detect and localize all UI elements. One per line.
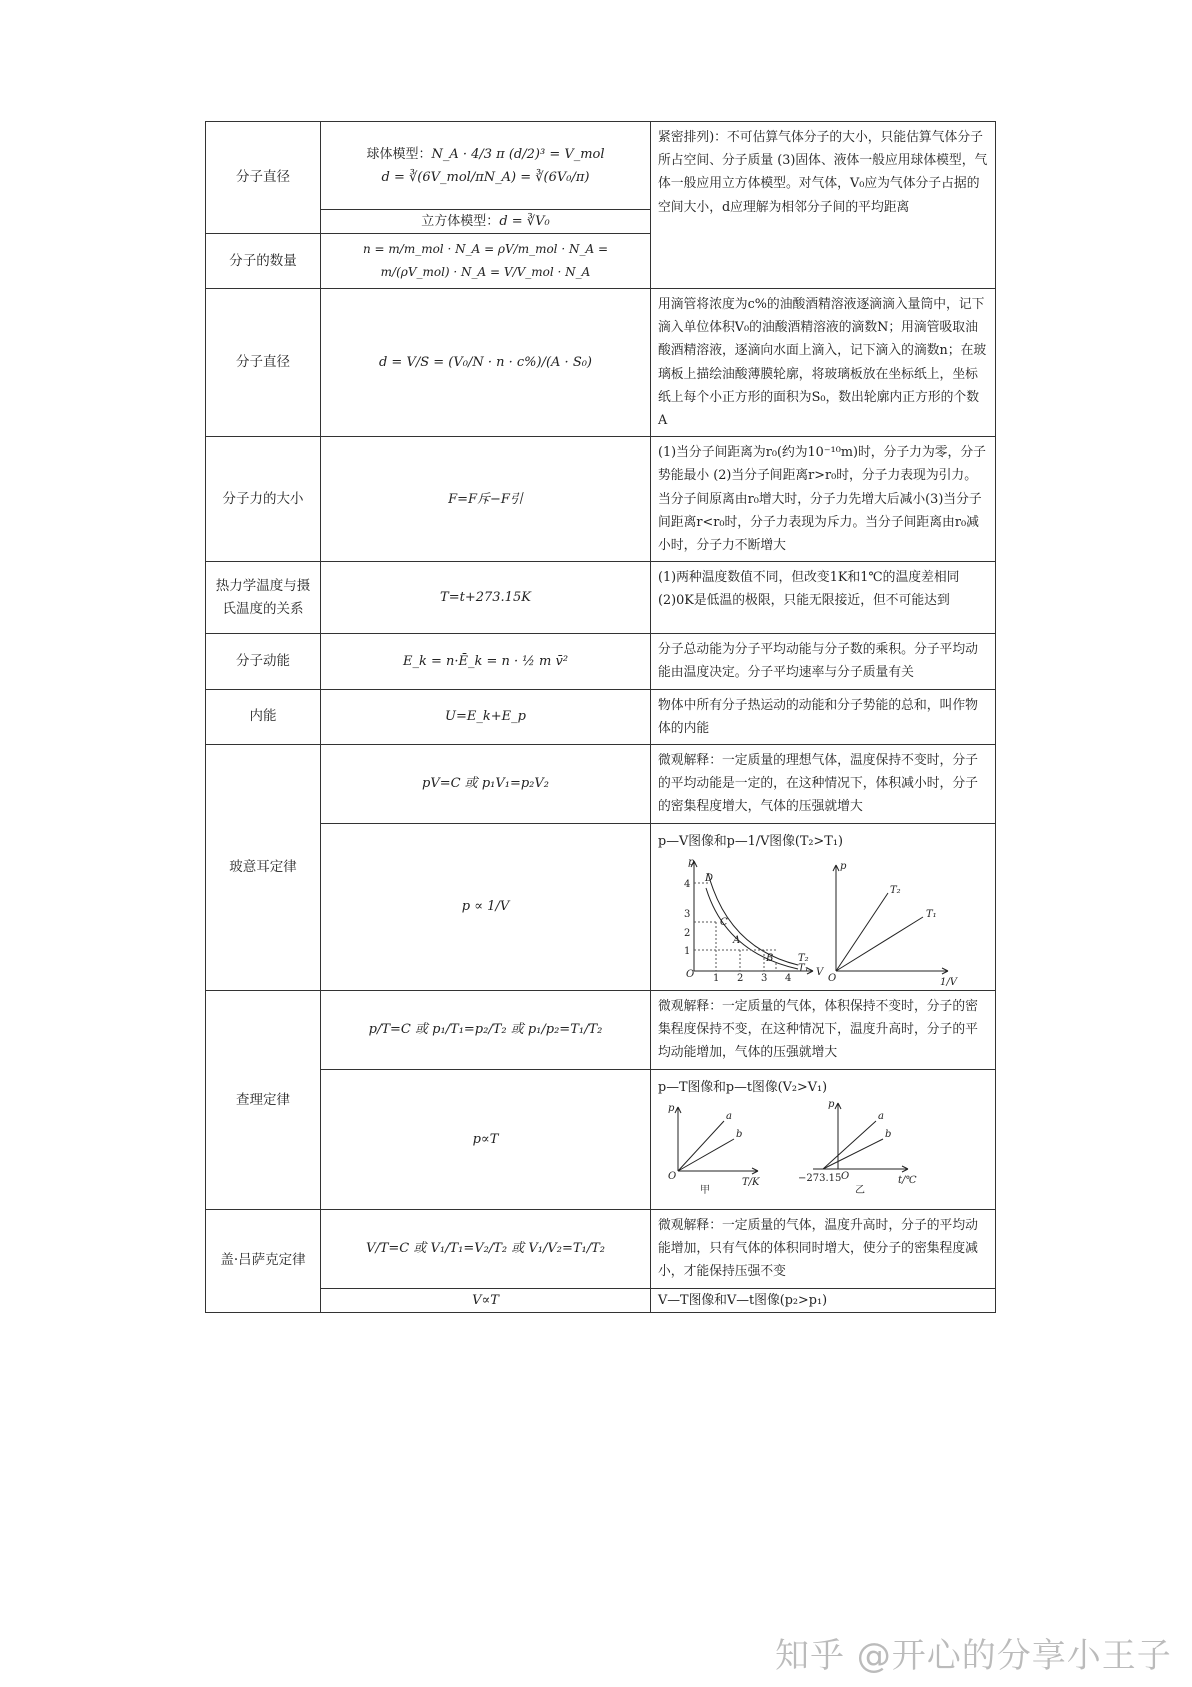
charles-graph (658, 1099, 973, 1197)
axis-label-p: p (688, 856, 695, 868)
axis-label-v: V (816, 966, 824, 978)
row-name: 查理定律 (206, 991, 321, 1210)
row-note: 分子总动能为分子平均动能与分子数的乘积。分子平均动能由温度决定。分子平均速率与分子质量有关 (651, 634, 996, 689)
tick-label: 3 (761, 972, 768, 984)
graph-cell (651, 823, 996, 990)
curve-label: T₂ (798, 952, 809, 964)
origin-label: O (668, 1170, 677, 1182)
line-t2 (836, 893, 888, 971)
graph-sub-caption: 乙 (855, 1184, 865, 1196)
axis-label-t: T/K (742, 1176, 760, 1188)
row-note: (1)两种温度数值不同，但改变1K和1℃的温度差相同 (2)0K是低温的极限，只能无限接近，但不可能达到 (651, 562, 996, 634)
graph-cell (651, 1069, 996, 1209)
row-note: 物体中所有分子热运动的动能和分子势能的总和，叫作物体的内能 (651, 689, 996, 744)
formula-label: 立方体模型： (421, 214, 500, 229)
tick-label: 4 (684, 878, 691, 890)
row-name: 内能 (206, 689, 321, 744)
curve-t1 (706, 888, 798, 969)
formula-text: E_k = n·Ē_k = n · ½ m v̄² (321, 634, 651, 689)
axis-label-p: p (840, 860, 847, 872)
row-note: 微观解释：一定质量的理想气体，温度保持不变时，分子的平均动能是一定的，在这种情况下，体积减小时，分子的密集程度增大，气体的压强就增大 (651, 745, 996, 824)
tick-label: 1 (713, 972, 720, 984)
axis-label-1v: 1/V (940, 976, 957, 988)
formula-text: V/T=C 或 V₁/T₁=V₂/T₂ 或 V₁/V₂=T₁/T₂ (321, 1210, 651, 1289)
line-a (823, 1121, 876, 1169)
row-name: 分子直径 (206, 122, 321, 234)
formula-label: 球体模型： (366, 146, 432, 162)
row-note: (1)当分子间距离为r₀(约为10⁻¹⁰m)时，分子力为零，分子势能最小 (2)当分子间距离r>r₀时，分子力表现为引力。当分子间原离由r₀增大时，分子力先增大后减小(3)当分子间距离r<r₀时，分子力表现为斥力。当分子间距离由r₀减小时，分子力不断增大 (651, 437, 996, 562)
row-name: 分子直径 (206, 289, 321, 437)
formula-text: n = m/m_mol · N_A = ρV/m_mol · N_A = m/(ρV_mol) · N_A = V/V_mol · N_A (321, 234, 651, 289)
row-name: 玻意耳定律 (206, 745, 321, 991)
row-note: 用滴管将浓度为c%的油酸酒精溶液逐滴滴入量筒中，记下滴入单位体积V₀的油酸酒精溶液的滴数N；用滴管吸取油酸酒精溶液，逐滴向水面上滴入，记下滴入的滴数n；在玻璃板上描绘油酸薄膜轮廓，将玻璃板放在坐标纸上，坐标纸上每个小正方形的面积为S₀，数出轮廓内正方形的个数A (651, 289, 996, 437)
row-name: 分子力的大小 (206, 437, 321, 562)
point-label: B (766, 952, 774, 964)
line-b (678, 1139, 734, 1171)
tick-label: 3 (684, 908, 691, 920)
row-name: 盖·吕萨克定律 (206, 1210, 321, 1313)
formula-sphere-model (321, 122, 651, 210)
boyle-graph (658, 853, 973, 988)
formula-text: T=t+273.15K (321, 562, 651, 634)
line-label: b (736, 1128, 743, 1140)
row-note: 微观解释：一定质量的气体，体积保持不变时，分子的密集程度保持不变，在这种情况下，温度升高时，分子的平均动能增加，气体的压强就增大 (651, 991, 996, 1070)
formula-text: N_A · 4/3 π (d/2)³ = V_mol (431, 146, 605, 162)
watermark: 知乎 @开心的分享小王子 (775, 1636, 1172, 1676)
formula-text: F=F斥−F引 (321, 437, 651, 562)
tick-label: 2 (737, 972, 744, 984)
origin-label: O (841, 1170, 850, 1182)
intercept-label: −273.15 (798, 1172, 842, 1184)
formula-text: U=E_k+E_p (321, 689, 651, 744)
formula-text: p/T=C 或 p₁/T₁=p₂/T₂ 或 p₁/p₂=T₁/T₂ (321, 991, 651, 1070)
graph-caption: p—V图像和p—1/V图像(T₂>T₁) (658, 833, 843, 849)
formula-text: p∝T (321, 1069, 651, 1209)
line-label: a (878, 1110, 884, 1122)
row-note: 紧密排列)：不可估算气体分子的大小，只能估算气体分子所占空间、分子质量 (3)固体、液体一般应用球体模型，气体一般应用立方体模型。对气体，V₀应为气体分子占据的空间大小，d应理解为相邻分子间的平均距离 (651, 122, 996, 289)
formula-text: pV=C 或 p₁V₁=p₂V₂ (321, 745, 651, 824)
tick-label: 2 (684, 927, 691, 939)
tick-label: 1 (684, 945, 691, 957)
row-note: 微观解释：一定质量的气体，温度升高时，分子的平均动能增加，只有气体的体积同时增大，使分子的密集程度减小，才能保持压强不变 (651, 1210, 996, 1289)
line-label: T₁ (926, 908, 937, 920)
formula-cube-model (321, 210, 651, 234)
origin-label: O (828, 972, 837, 984)
formula-text: d = ∛(6V_mol/πN_A) = ∛(6V₀/π) (381, 169, 590, 185)
point-label: C (720, 916, 728, 928)
formula-text: d = V/S = (V₀/N · n · c%)/(A · S₀) (321, 289, 651, 437)
line-label: T₂ (890, 884, 901, 896)
line-t1 (836, 917, 923, 971)
line-b (823, 1139, 883, 1169)
row-name: 分子动能 (206, 634, 321, 689)
curve-label: T₁ (798, 962, 809, 974)
formula-text: d = ∛V₀ (499, 214, 550, 229)
row-name: 分子的数量 (206, 234, 321, 289)
line-label: a (726, 1110, 732, 1122)
tick-label: 4 (785, 972, 792, 984)
graph-caption: p—T图像和p—t图像(V₂>V₁) (658, 1079, 828, 1095)
physics-table (205, 121, 996, 1313)
line-a (678, 1121, 724, 1171)
axis-label-t: t/℃ (898, 1174, 917, 1186)
formula-text: p ∝ 1/V (321, 823, 651, 990)
graph-sub-caption: 甲 (700, 1184, 710, 1196)
axis-label-p: p (828, 1098, 835, 1110)
line-label: b (885, 1128, 892, 1140)
formula-text: V∝T (321, 1288, 651, 1312)
origin-label: O (686, 968, 695, 980)
graph-caption: V—T图像和V—t图像(p₂>p₁) (651, 1288, 996, 1312)
point-label: A (733, 934, 741, 946)
row-name: 热力学温度与摄氏温度的关系 (206, 562, 321, 634)
axis-label-p: p (668, 1102, 675, 1114)
point-label: D (705, 872, 714, 884)
